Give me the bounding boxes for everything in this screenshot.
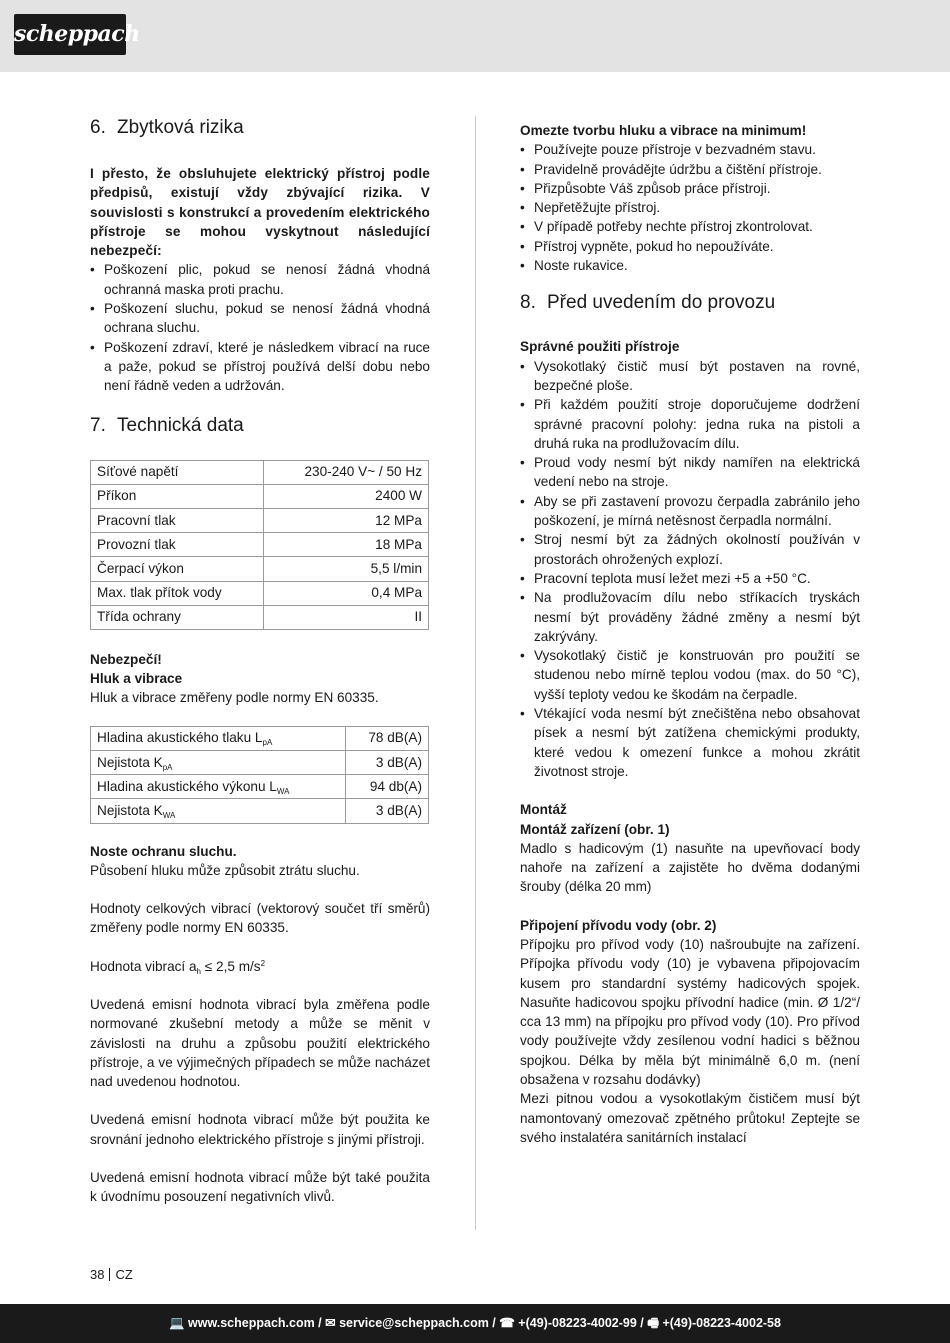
list-item: • Přístroj vypněte, pokud ho nepoužíváte.	[520, 237, 860, 256]
list-item: • Na prodlužovacím dílu nebo stříkacích tryskách nesmí být prováděny žádné změny a nesmí být zakrývány.	[520, 588, 860, 646]
proper-use-list	[520, 357, 860, 782]
vibration-text: Hodnoty celkových vibrací (vektorový součet tří směrů) změřeny podle normy EN 60335.	[90, 901, 430, 936]
table-row: Nejistota $K_{pA}$ 3 dB(A)	[91, 750, 429, 774]
assembly-title: Montáž	[520, 802, 567, 818]
contact-footer: 💻 www.scheppach.com / ✉ service@scheppach.com / ☎ +(49)-08223-4002-99 / 🖷 +(49)-08223-4002-58	[0, 1304, 950, 1343]
table-row: Třída ochrany II	[91, 605, 429, 629]
table-row: Hladina akustického výkonu $L_{WA}$ 94 db(A)	[91, 775, 429, 799]
list-item: • Poškození zdraví, které je následkem vibrací na ruce a paže, pokud se přístroj používá delší dobu nebo není řádně veden a udržován.	[90, 338, 430, 396]
list-item: • Proud vody nesmí být nikdy namířen na elektrická vedení nebo na stroje.	[520, 453, 860, 492]
danger-label: Nebezpečí!	[90, 651, 162, 667]
hearing-protection-text: Působení hluku může způsobit ztrátu sluchu.	[90, 862, 360, 878]
water-supply-title: Připojení přívodu vody (obr. 2)	[520, 917, 717, 933]
residual-risks-intro: I přesto, že obsluhujete elektrický přístroj podle předpisů, existují vždy zbývající rizika. V souvislosti s konstrukcí a provedením elektrického přístroje se mohou vyskytnout následující nebezpečí:	[90, 166, 430, 259]
list-item: • Poškození sluchu, pokud se nenosí žádná vhodná ochrana sluchu.	[90, 299, 430, 338]
hearing-protection-title: Noste ochranu sluchu.	[90, 843, 237, 859]
section-7-title: 7. Technická data	[90, 414, 244, 436]
list-item: • Pravidelně provádějte údržbu a čištění přístroje.	[520, 160, 860, 179]
noise-title: Hluk a vibrace	[90, 671, 183, 687]
backflow-text: Mezi pitnou vodou a vysokotlakým čističem musí být namontovaný omezovač zpětného průtoku! Zeptejte se svého instalatéra sanitárních instalací	[520, 1091, 860, 1145]
table-row: Provozní tlak 18 MPa	[91, 533, 429, 557]
water-supply-text: Přípojku pro přívod vody (10) našroubujte na zařízení. Přípojka přívodu vody (10) je vybavena připojovacím kusem pro standardní systémy hadicových spojek. Nasuňte hadicovou spojku přívodní hadice (min. Ø 1/2“/ cca 13 mm) na přípojku pro přívod vody (10). Pro přívod vody používejte vždy zesílenou vodní hadici s běžnou spojkou. Délka by měla být minimálně 6,0 m. (není obsažena v rozsahu dodávky)	[520, 936, 860, 1088]
vibration-value: Hodnota vibrací $a_h \le 2,5$ $m/s^2$	[90, 958, 266, 976]
noise-text: Hluk a vibrace změřeny podle normy EN 60335.	[90, 690, 379, 706]
table-row: Pracovní tlak 12 MPa	[91, 508, 429, 532]
column-divider	[475, 116, 476, 1230]
list-item: • Používejte pouze přístroje v bezvadném stavu.	[520, 140, 860, 159]
list-item: • Nepřetěžujte přístroj.	[520, 198, 860, 217]
assembly-text: Madlo s hadicovým (1) nasuňte na upevňovací body nahoře na zařízení a zajistěte ho dvěma dodanými šrouby (délka 20 mm)	[520, 840, 860, 895]
page-number: 38 CZ	[90, 1267, 133, 1282]
list-item: • Stroj nesmí být za žádných okolností používán v prostorách ohrožených explozí.	[520, 530, 860, 569]
page-header	[0, 0, 950, 72]
table-row: Síťové napětí 230-240 V~ / 50 Hz	[91, 460, 429, 484]
list-item: • Noste rukavice.	[520, 256, 860, 275]
emission-paragraph-2: Uvedená emisní hodnota vibrací může být použita ke srovnání jednoho elektrického přístroje s jinými přístroji.	[90, 1112, 430, 1147]
list-item: • Pracovní teplota musí ležet mezi +5 a +50 °C.	[520, 569, 860, 588]
table-row: Max. tlak přítok vody 0,4 MPa	[91, 581, 429, 605]
list-item: • Aby se při zastavení provozu čerpadla zabránilo jeho poškození, je mírná netěsnost čerpadla normální.	[520, 492, 860, 531]
noise-table	[90, 726, 429, 824]
table-row: Hladina akustického tlaku $L_{pA}$ 78 dB(A)	[91, 726, 429, 750]
left-column	[90, 116, 430, 1207]
list-item: • Poškození plic, pokud se nenosí žádná vhodná ochranná maska proti prachu.	[90, 260, 430, 299]
list-item: • Při každém použití stroje doporučujeme dodržení správné pracovní polohy: jedna ruka na pistoli a druhá ruka na prodlužovacím dílu.	[520, 395, 860, 453]
table-row: Čerpací výkon 5,5 l/min	[91, 557, 429, 581]
scheppach-logo: scheppach	[14, 14, 126, 55]
table-row: Příkon 2400 W	[91, 484, 429, 508]
table-row: Nejistota $K_{WA}$ 3 dB(A)	[91, 799, 429, 823]
list-item: • V případě potřeby nechte přístroj zkontrolovat.	[520, 217, 860, 236]
section-8-title: 8. Před uvedením do provozu	[520, 292, 776, 314]
limit-noise-list	[520, 140, 860, 275]
section-6-title: 6. Zbytková rizika	[90, 117, 244, 138]
list-item: • Vtékající voda nesmí být znečištěna nebo obsahovat písek a nesmí být zatížena chemickými produkty, které vedou k omezení funkce a mohou zkrátit životnost stroje.	[520, 704, 860, 781]
technical-data-table	[90, 460, 429, 630]
list-item: • Vysokotlaký čistič musí být postaven na rovné, bezpečné ploše.	[520, 357, 860, 396]
emission-paragraph-3: Uvedená emisní hodnota vibrací může být také použita k úvodnímu posouzení negativních vlivů.	[90, 1170, 430, 1205]
residual-risks-list	[90, 260, 430, 395]
list-item: • Vysokotlaký čistič je konstruován pro použití se studenou nebo mírně teplou vodou (max. do 50 °C), vyšší teploty vedou ke škodám na čerpadle.	[520, 646, 860, 704]
emission-paragraph-1: Uvedená emisní hodnota vibrací byla změřena podle normované zkušební metody a může se měnit v závislosti na druhu a způsobu použití elektrického přístroje, a ve výjimečných případech se může nacházet nad uvedenou hodnotou.	[90, 997, 430, 1090]
right-column	[520, 121, 860, 1147]
proper-use-title: Správné použiti přístroje	[520, 339, 680, 355]
list-item: • Přizpůsobte Váš způsob práce přístroji.	[520, 179, 860, 198]
assembly-subtitle: Montáž zařízení (obr. 1)	[520, 821, 670, 837]
limit-noise-title: Omezte tvorbu hluku a vibrace na minimum!	[520, 123, 807, 138]
